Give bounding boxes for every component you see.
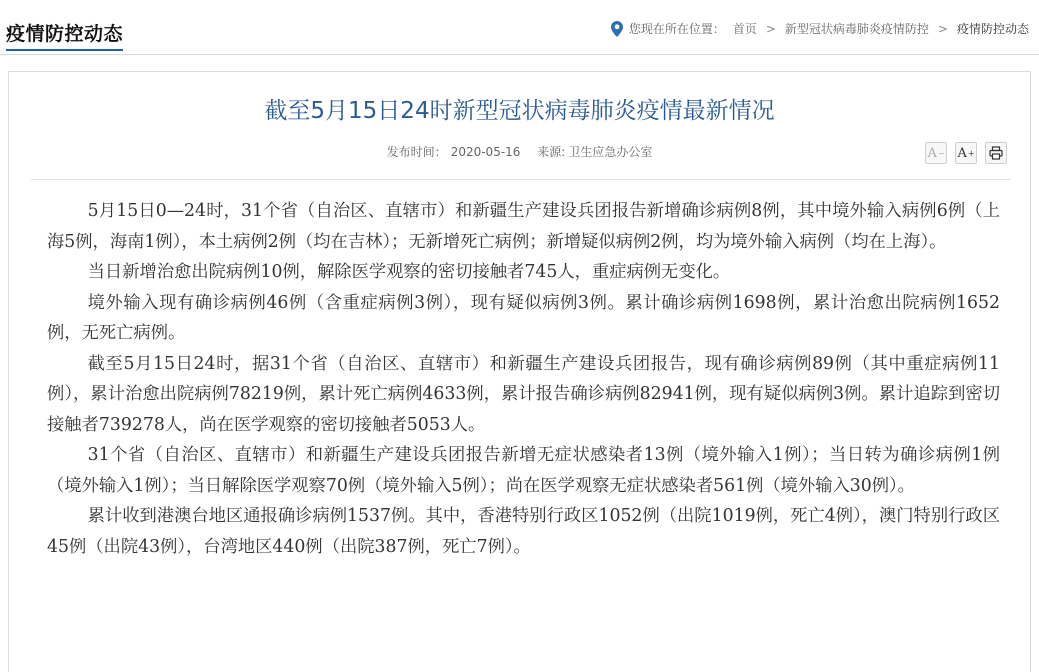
chevron-right-icon: > (765, 22, 776, 36)
paragraph: 境外输入现有确诊病例46例（含重症病例3例），现有疑似病例3例。累计确诊病例1698例，累计治愈出院病例1652例，无死亡病例。 (47, 292, 1000, 343)
font-smaller-button[interactable] (925, 142, 947, 164)
article-title: 截至5月15日24时新型冠状病毒肺炎疫情最新情况 (264, 98, 775, 124)
breadcrumb-home[interactable]: 首页 (732, 22, 757, 36)
breadcrumb-current: 疫情防控动态 (956, 22, 1029, 36)
chevron-right-icon: > (937, 22, 948, 36)
paragraph: 累计收到港澳台地区通报确诊病例1537例。其中，香港特别行政区1052例（出院1019例，死亡4例），澳门特别行政区45例（出院43例），台湾地区440例（出院387例，死亡7例）。 (47, 506, 1000, 557)
font-smaller-label: A (927, 145, 937, 161)
article-body (47, 196, 1000, 562)
paragraph: 31个省（自治区、直辖市）和新疆生产建设兵团报告新增无症状感染者13例（境外输入1例）；当日转为确诊病例1例（境外输入1例）；当日解除医学观察70例（境外输入5例）；尚在医学观察无症状感染者561例（境外输入30例）。 (47, 445, 1000, 496)
publish-date-value: 2020-05-16 (450, 145, 521, 159)
plus-icon: + (967, 148, 975, 158)
breadcrumb-prefix: 您现在所在位置： (628, 22, 725, 36)
source-value: 卫生应急办公室 (568, 145, 653, 159)
printer-icon (989, 146, 1003, 160)
paragraph: 当日新增治愈出院病例10例，解除医学观察的密切接触者745人，重症病例无变化。 (87, 262, 731, 282)
section-title: 疫情防控动态 (6, 22, 123, 51)
breadcrumb-epidemic-control[interactable]: 新型冠状病毒肺炎疫情防控 (784, 22, 929, 36)
divider (31, 179, 1011, 180)
minus-icon: − (937, 148, 945, 158)
location-pin-icon (611, 21, 623, 37)
publish-date-label: 发布时间： (386, 145, 447, 159)
font-larger-label: A (957, 145, 967, 161)
article-source (537, 145, 652, 159)
print-button[interactable] (985, 142, 1007, 164)
source-label: 来源: (537, 145, 566, 159)
top-bar (0, 0, 1039, 55)
paragraph: 5月15日0—24时，31个省（自治区、直辖市）和新疆生产建设兵团报告新增确诊病例8例，其中境外输入病例6例（上海5例，海南1例），本土病例2例（均在吉林）；无新增死亡病例；新增疑似病例2例，均为境外输入病例（均在上海）。 (47, 201, 1000, 252)
publish-date (387, 145, 521, 159)
article-card (8, 71, 1031, 672)
paragraph: 截至5月15日24时，据31个省（自治区、直辖市）和新疆生产建设兵团报告，现有确诊病例89例（其中重症病例11例），累计治愈出院病例78219例，累计死亡病例4633例，累计报告确诊病例82941例，现有疑似病例3例。累计追踪到密切接触者739278人，尚在医学观察的密切接触者5053人。 (47, 353, 1000, 435)
article-tools (925, 142, 1007, 164)
breadcrumb (611, 20, 1029, 38)
font-larger-button[interactable] (955, 142, 977, 164)
article-meta (9, 144, 1030, 160)
